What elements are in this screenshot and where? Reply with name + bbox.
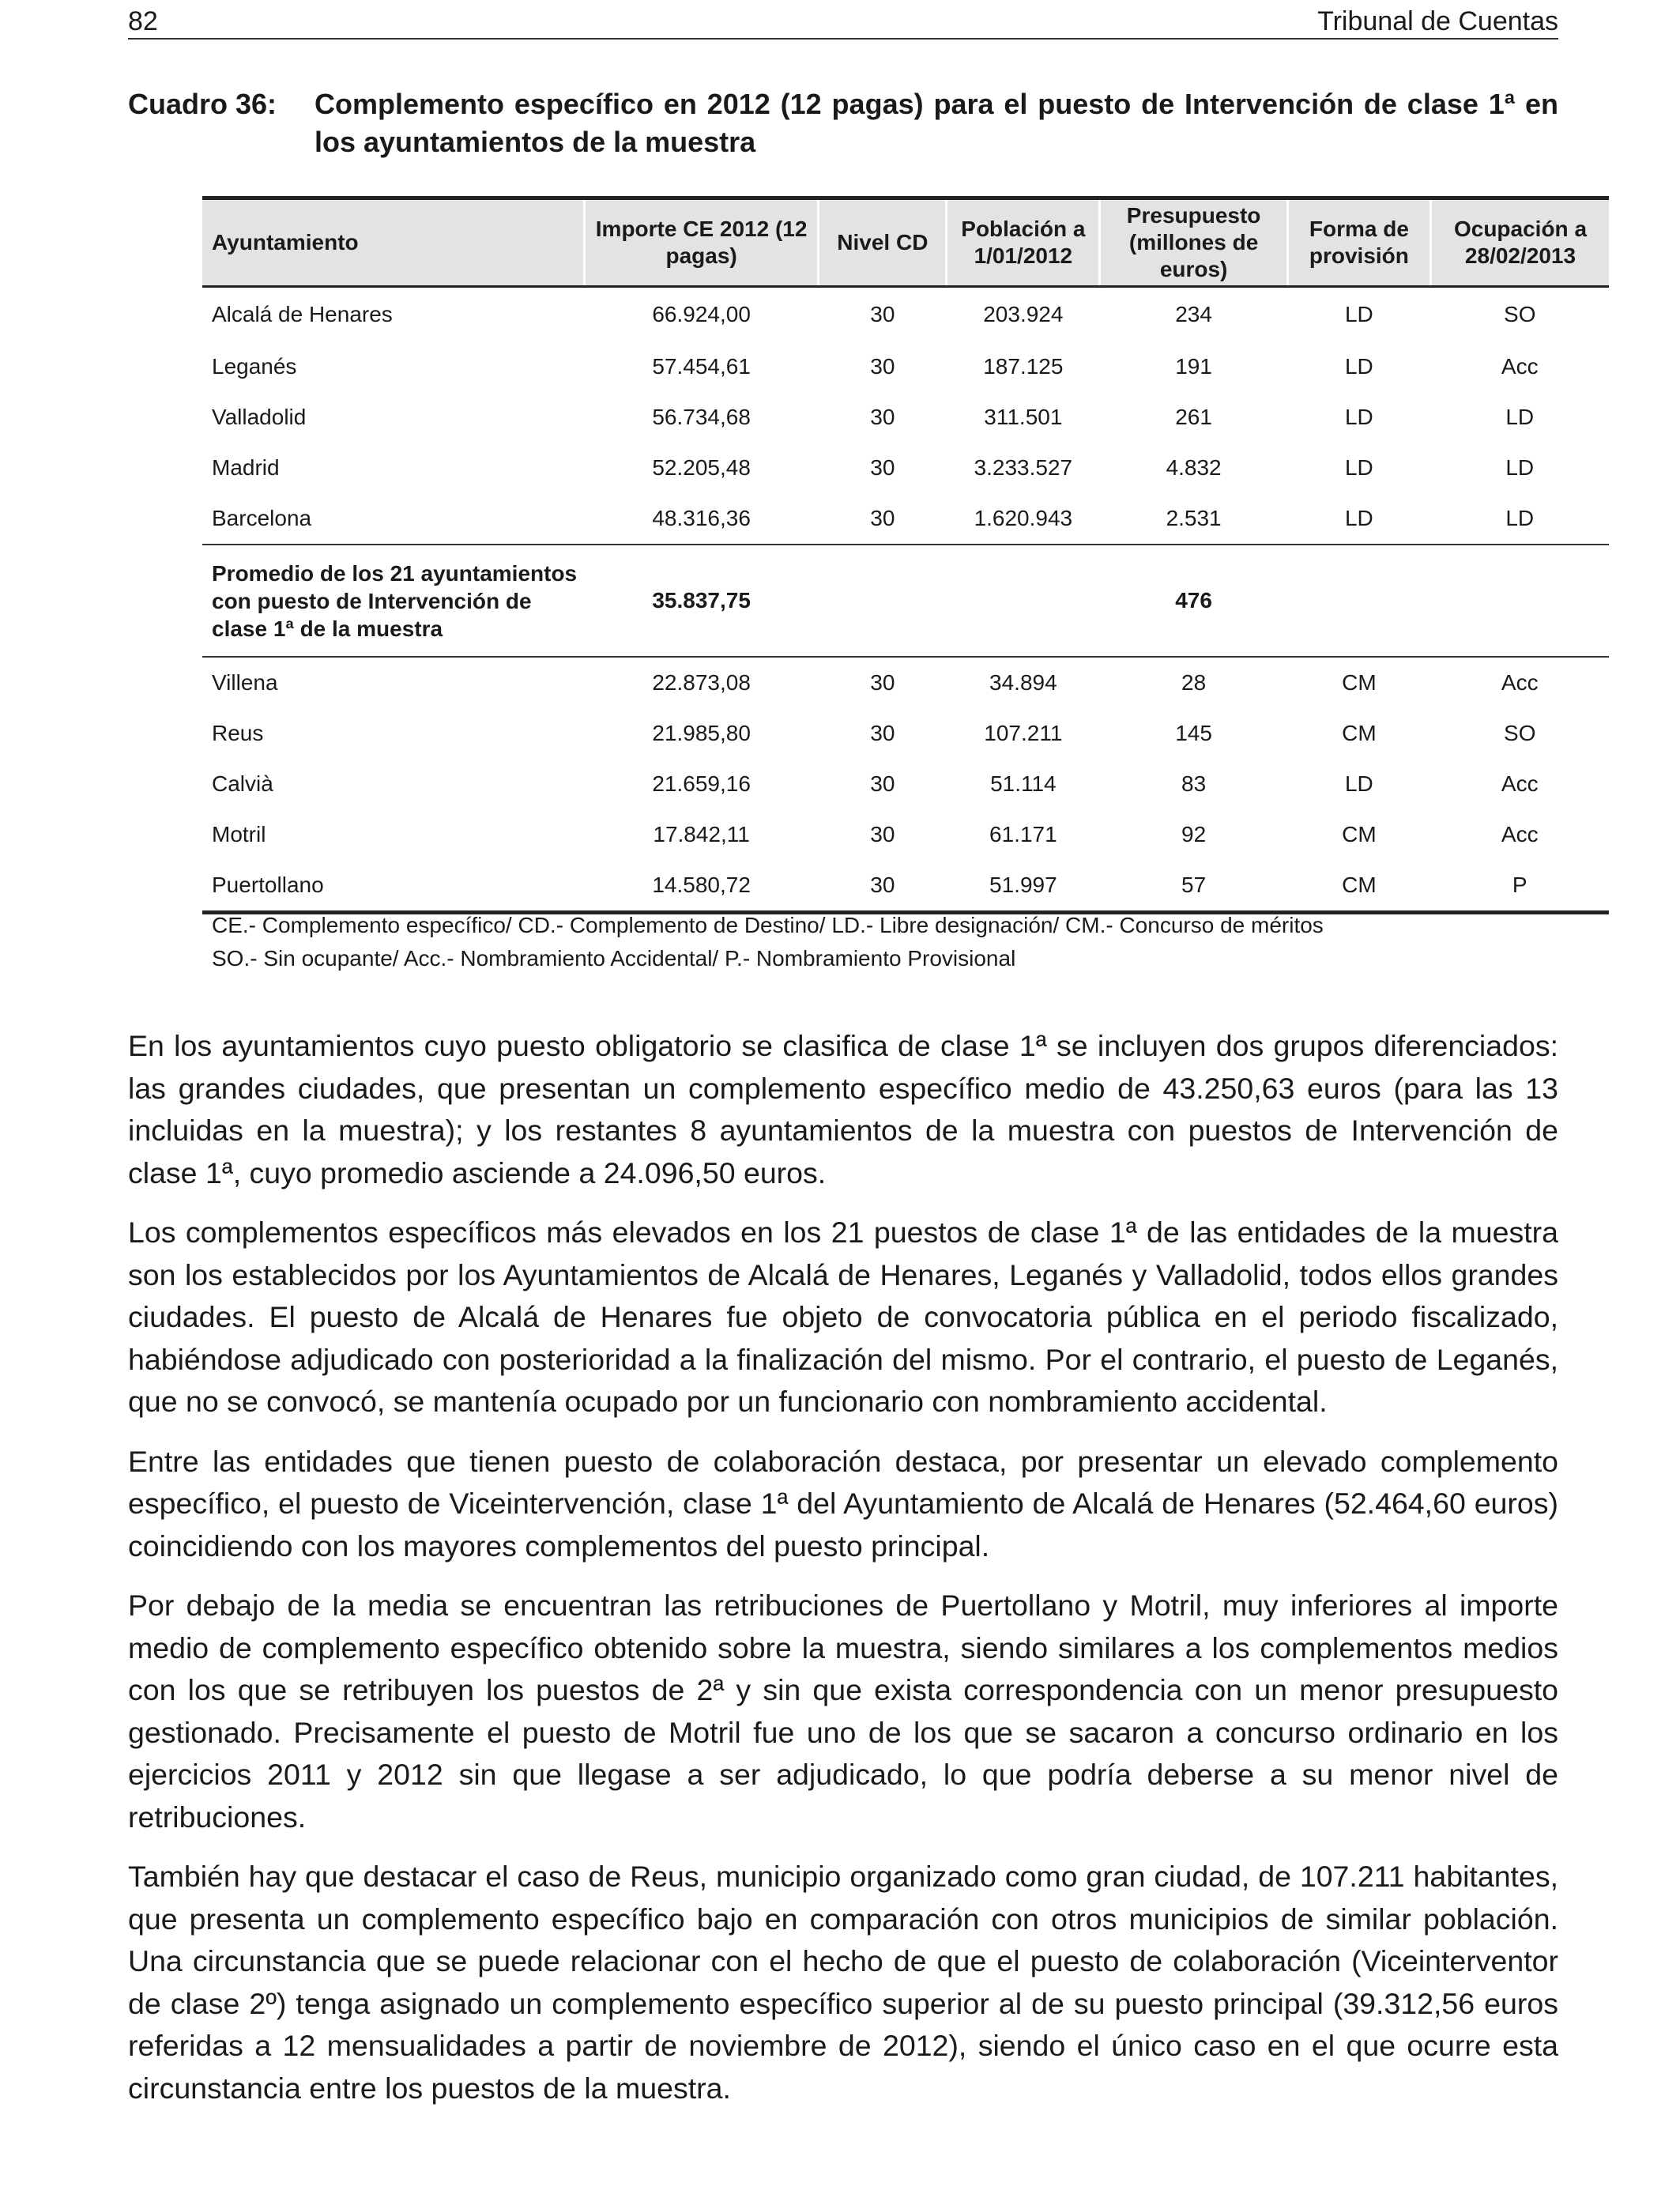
note-line: CE.- Complemento específico/ CD.- Complemento de Destino/ LD.- Libre designación/ CM.- Concurso de méritos (212, 913, 1324, 937)
table-cell: Puertollano (202, 860, 584, 913)
table-cell: 1.620.943 (947, 493, 1100, 545)
table-cell: 21.985,80 (652, 721, 751, 745)
paragraph: En los ayuntamientos cuyo puesto obligatorio se clasifica de clase 1ª se incluyen dos grupos diferenciados: las grandes ciudades, que presentan un complemento específico medio de 43.250,63 euros (para las 13 incluidas en la muestra); y los restantes 8 ayuntamientos de la muestra con puestos de Intervención de clase 1ª, cuyo promedio asciende a 24.096,50 euros. (128, 1029, 1558, 1189)
table-row (202, 809, 1609, 860)
table-cell: 66.924,00 (652, 302, 751, 326)
table-cell: 22.873,08 (652, 670, 751, 695)
table-cell: 30 (870, 405, 895, 429)
paragraph: Los complementos específicos más elevados en los 21 puestos de clase 1ª de las entidades de la muestra son los establecidos por los Ayuntamientos de Alcalá de Henares, Leganés y Valladolid, todos ellos grandes ciudades. El puesto de Alcalá de Henares fue objeto de convocatoria pública en el periodo fiscalizado, habiéndose adjudicado con posterioridad a la finalización del mismo. Por el contrario, el puesto de Leganés, que no se convocó, se mantenía ocupado por un funcionario con nombramiento accidental. (128, 1216, 1558, 1418)
table-cell: Alcalá de Henares (212, 302, 393, 326)
table-cell: 57 (1100, 860, 1287, 913)
table-cell: 187.125 (983, 354, 1064, 379)
table-cell: Acc (1501, 354, 1539, 379)
table-cell: 83 (1181, 771, 1207, 796)
table-cell: 261 (1175, 405, 1212, 429)
table-row (202, 341, 1609, 392)
table-cell: 30 (870, 771, 895, 796)
table-cell: 30 (870, 721, 895, 745)
table-cell: LD (1505, 405, 1535, 429)
table-cell: 28 (1181, 670, 1207, 695)
table-cell: CM (1287, 860, 1430, 913)
table-cell: LD (1287, 493, 1430, 545)
table-cell: 476 (1100, 545, 1287, 657)
table-row (202, 392, 1609, 443)
table-cell: 52.205,48 (652, 455, 751, 480)
table-cell: 56.734,68 (652, 405, 751, 429)
table-cell: Calvià (212, 771, 273, 796)
table-cell: Villena (212, 670, 278, 695)
table-cell: 61.171 (989, 822, 1057, 846)
table-cell: 48.316,36 (584, 493, 819, 545)
table-cell: LD (1344, 455, 1373, 480)
table-cell: Valladolid (212, 405, 307, 429)
publication-title: Tribunal de Cuentas (1317, 6, 1558, 36)
table-cell: Motril (212, 822, 266, 846)
column-header: Forma de provisión (1287, 198, 1430, 287)
table-cell: 4.832 (1166, 455, 1222, 480)
table-cell: 34.894 (989, 670, 1057, 695)
table-cell: Acc (1501, 771, 1539, 796)
table-cell: 311.501 (984, 405, 1063, 429)
data-table (202, 196, 1609, 914)
column-header: Ayuntamiento (202, 198, 584, 287)
note-line: SO.- Sin ocupante/ Acc.- Nombramiento Accidental/ P.- Nombramiento Provisional (212, 946, 1016, 971)
table-cell: LD (1505, 455, 1535, 480)
average-row (202, 545, 1609, 657)
table-cell (947, 545, 1100, 657)
table-cell: Reus (212, 721, 264, 745)
table-cell: CM (1342, 721, 1377, 745)
table-cell: 145 (1175, 721, 1212, 745)
caption-label: Cuadro 36: (128, 88, 277, 120)
table-cell: 14.580,72 (584, 860, 819, 913)
table-cell: 51.114 (990, 771, 1057, 796)
paragraph: Por debajo de la media se encuentran las retribuciones de Puertollano y Motril, muy inferiores al importe medio de complemento específico obtenido sobre la muestra, siendo similares a los complementos medios con los que se retribuyen los puestos de 2ª y sin que exista correspondencia con un menor presupuesto gestionado. Precisamente el puesto de Motril fue uno de los que se sacaron a concurso ordinario en los ejercicios 2011 y 2012 sin que llegase a ser adjudicado, lo que podría deberse a su menor nivel de retribuciones. (128, 1589, 1558, 1834)
table-cell: LD (1431, 493, 1610, 545)
table-cell: SO (1504, 721, 1536, 745)
table-cell: LD (1344, 405, 1373, 429)
table-cell: Barcelona (202, 493, 584, 545)
table-cell (1287, 545, 1430, 657)
table-cell: 30 (870, 670, 895, 695)
paragraph: También hay que destacar el caso de Reus, municipio organizado como gran ciudad, de 107.211 habitantes, que presenta un complemento específico bajo en comparación con otros municipios de similar población. Una circunstancia que se puede relacionar con el hecho de que el puesto de colaboración (Viceinterventor de clase 2º) tenga asignado un complemento específico superior al de su puesto principal (39.312,56 euros referidas a 12 mensualidades a partir de noviembre de 2012), siendo el único caso en el que ocurre esta circunstancia entre los puestos de la muestra. (128, 1860, 1558, 2105)
body-text (128, 1025, 1558, 2127)
table-cell: Acc (1501, 670, 1539, 695)
table-cell: Acc (1501, 822, 1539, 846)
table-cell: 21.659,16 (652, 771, 751, 796)
table-cell: 30 (819, 860, 947, 913)
column-header: Importe CE 2012 (12 pagas) (584, 198, 819, 287)
table-row (202, 287, 1609, 342)
table-cell: LD (1344, 771, 1373, 796)
table-cell: 30 (819, 493, 947, 545)
table-cell: 35.837,75 (584, 545, 819, 657)
table-cell: 30 (870, 302, 895, 326)
table-header (202, 198, 1609, 287)
page-number: 82 (128, 6, 158, 36)
table-cell: 92 (1181, 822, 1207, 846)
table-cell (819, 545, 947, 657)
table-cell: 234 (1175, 302, 1212, 326)
table-cell: SO (1504, 302, 1536, 326)
table-cell: Madrid (212, 455, 280, 480)
table-cell: 30 (870, 822, 895, 846)
table-cell: LD (1344, 302, 1373, 326)
table-body (202, 287, 1609, 913)
table-cell: 191 (1175, 354, 1212, 379)
table-row (202, 708, 1609, 759)
column-header: Nivel CD (819, 198, 947, 287)
table-cell (1431, 545, 1610, 657)
table-cell: 30 (870, 455, 895, 480)
table-row (202, 493, 1609, 545)
paragraph: Entre las entidades que tienen puesto de colaboración destaca, por presentar un elevado complemento específico, el puesto de Viceintervención, clase 1ª del Ayuntamiento de Alcalá de Henares (52.464,60 euros) coincidiendo con los mayores complementos del puesto principal. (128, 1444, 1558, 1563)
page-header (128, 5, 1558, 40)
table-row (202, 657, 1609, 708)
table-cell: 2.531 (1100, 493, 1287, 545)
table-cell: 30 (870, 354, 895, 379)
table-row (202, 443, 1609, 493)
table-row (202, 759, 1609, 809)
column-header: Presupuesto (millones de euros) (1100, 198, 1287, 287)
column-header: Ocupación a 28/02/2013 (1431, 198, 1610, 287)
table-cell: 107.211 (984, 721, 1063, 745)
table-cell: Leganés (212, 354, 297, 379)
table-cell: 51.997 (947, 860, 1100, 913)
table-cell: CM (1342, 670, 1377, 695)
table-cell: LD (1344, 354, 1373, 379)
table-cell: P (1431, 860, 1610, 913)
table-row (202, 860, 1609, 913)
table-notes (212, 909, 1610, 975)
caption-text: Complemento específico en 2012 (12 pagas) para el puesto de Intervención de clase 1ª en los ayuntamientos de la muestra (315, 88, 1558, 158)
table-cell: CM (1342, 822, 1377, 846)
table-cell: 57.454,61 (652, 354, 751, 379)
table-cell: 203.924 (983, 302, 1064, 326)
table-cell: 17.842,11 (653, 822, 750, 846)
table-cell: 3.233.527 (974, 455, 1073, 480)
header-row (202, 198, 1609, 287)
column-header: Población a 1/01/2012 (947, 198, 1100, 287)
table-cell: Promedio de los 21 ayuntamientos con puesto de Intervención de clase 1ª de la muestra (202, 545, 584, 657)
